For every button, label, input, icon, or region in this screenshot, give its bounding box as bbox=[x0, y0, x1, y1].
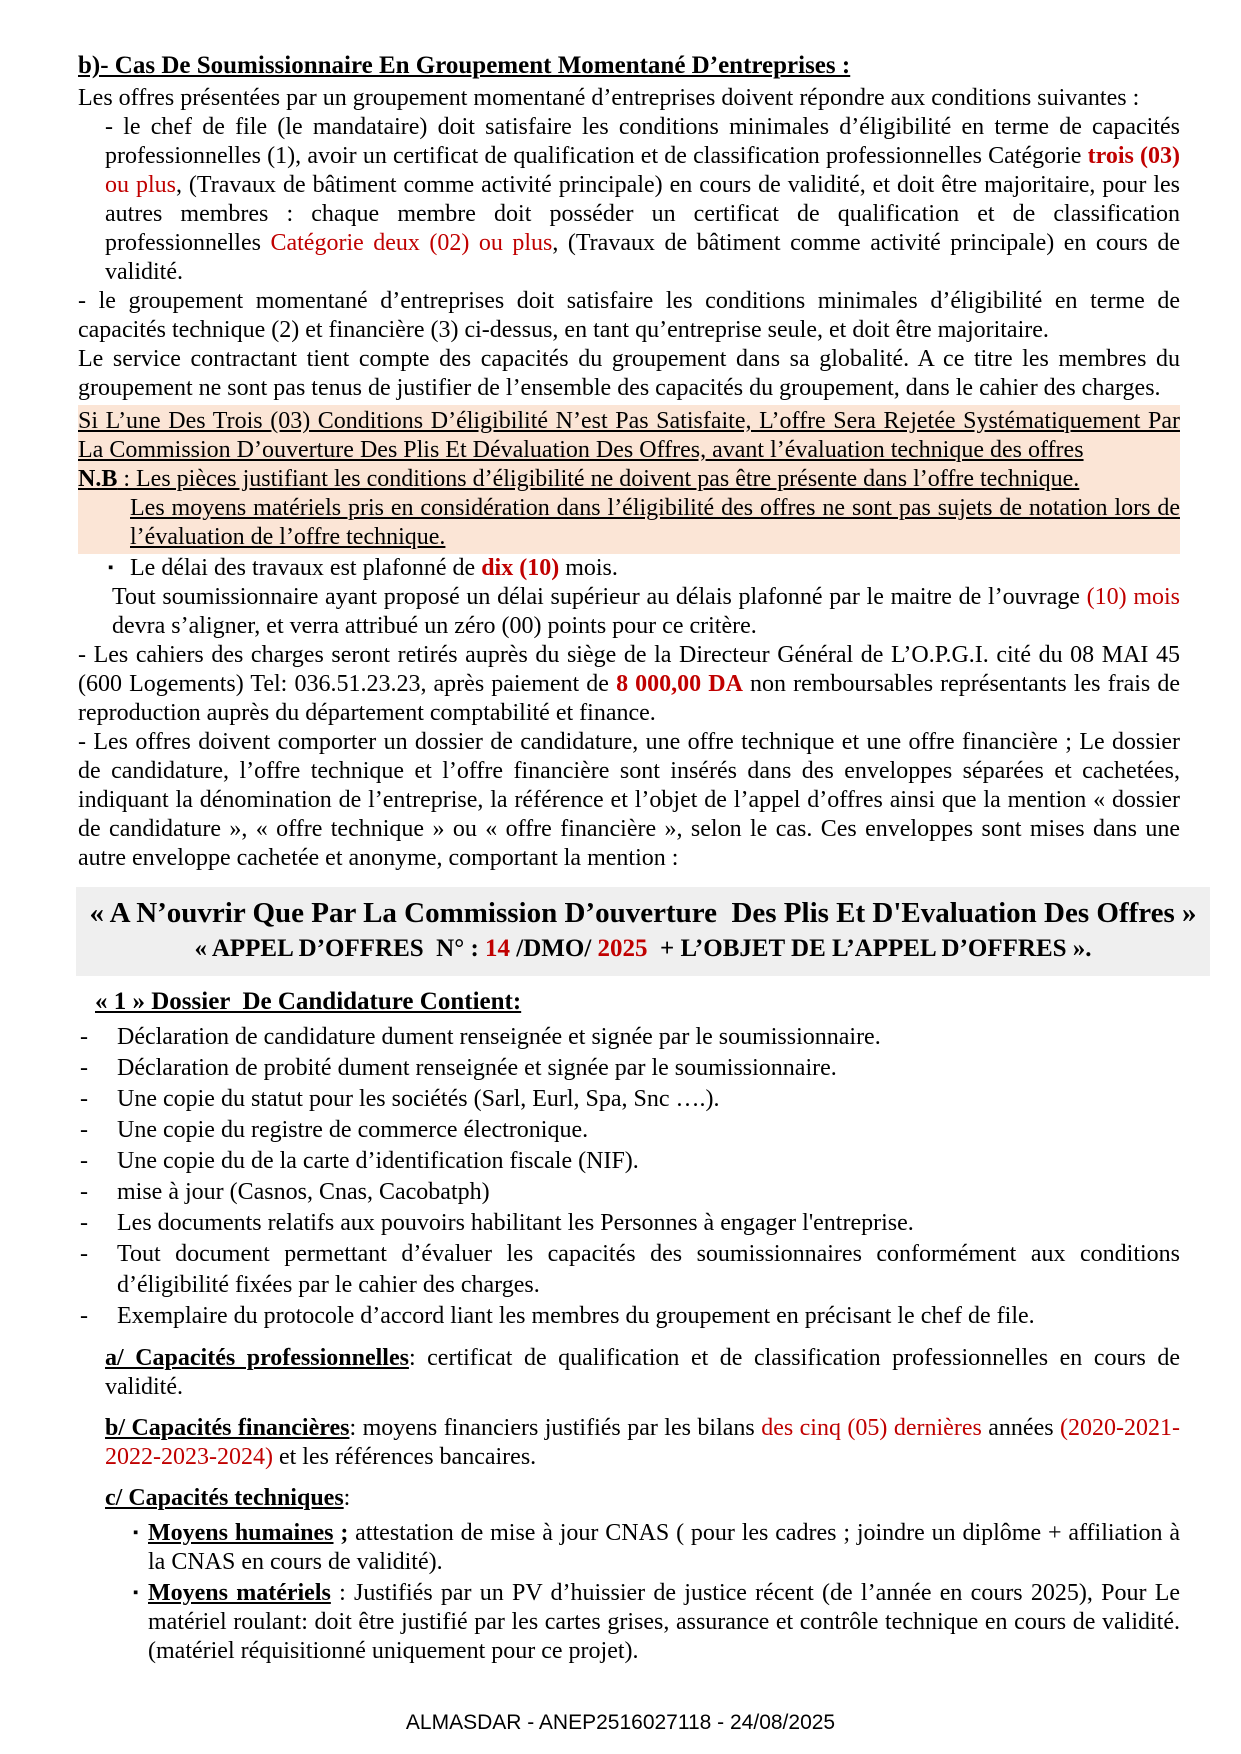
dossier-list bbox=[78, 1022, 1180, 1332]
text-run: : Justifiés par un PV d’huissier de justice récent (de l’année en cours 2025), Pour Le matériel roulant: doit être justifié par les cartes grises, assurance et contrôle technique en cours de validité. (matériel réquisitionné uniquement pour ce projet). bbox=[148, 1580, 1181, 1664]
text-run: Moyens matériels bbox=[148, 1580, 331, 1606]
para-delai-superieur bbox=[112, 583, 1180, 641]
text-run: Tout soumissionnaire ayant proposé un délai supérieur au délais plafonné par le maitre de l’ouvrage bbox=[112, 584, 1087, 610]
list-item-text: Une copie du de la carte d’identification fiscale (NIF). bbox=[117, 1148, 639, 1174]
list-item-protocole-accord bbox=[78, 1301, 1180, 1332]
page-footer: ALMASDAR - ANEP2516027118 - 24/08/2025 bbox=[405, 1711, 836, 1734]
dash-icon: - bbox=[80, 1179, 88, 1205]
text-run: « APPEL D’OFFRES N° : bbox=[194, 935, 486, 962]
para-chef-de-file bbox=[105, 113, 1180, 287]
bullet-delai-travaux bbox=[78, 554, 1180, 583]
banner-line-appel-offres bbox=[86, 932, 1200, 966]
dash-icon: - bbox=[80, 1303, 88, 1329]
dash-icon: - bbox=[80, 1148, 88, 1174]
text-run: Moyens humaines bbox=[148, 1520, 334, 1546]
text-run: : moyens financiers justifiés par les bilans bbox=[349, 1415, 762, 1441]
list-item-moyens-materiels bbox=[78, 1579, 1180, 1666]
text-run: b/ Capacités financières bbox=[105, 1415, 350, 1441]
list-item-mise-a-jour bbox=[78, 1177, 1180, 1208]
list-item-moyens-humaines bbox=[78, 1519, 1180, 1577]
text-run: - Les cahiers des charges seront retirés auprès du siège de la Directeur Général de L’O.P.G.I. cité du 08 MAI 45 (600 Logements) Tel: 036.51.23.23, après paiement de bbox=[78, 642, 1180, 697]
text-run: N.B bbox=[78, 466, 118, 492]
warning-nb-line bbox=[78, 465, 1180, 494]
list-item-declaration-probite bbox=[78, 1053, 1180, 1084]
para-groupement-eligibilite: - le groupement momentané d’entreprises doit satisfaire les conditions minimales d’éligibilité en terme de capacités technique (2) et financière (3) ci-dessus, en tant qu’entreprise seule, et doit être majoritaire. bbox=[78, 288, 1180, 343]
para-retrait-cahiers bbox=[78, 641, 1180, 728]
text-run: a/ Capacités professionnelles bbox=[105, 1345, 409, 1371]
list-item-declaration-candidature bbox=[78, 1022, 1180, 1053]
list-item-text: Tout document permettant d’évaluer les capacités des soumissionnaires conformément aux conditions d’éligibilité fixées par le cahier des charges. bbox=[117, 1241, 1180, 1298]
text-run: Catégorie deux (02) ou plus bbox=[270, 230, 553, 256]
dash-icon: - bbox=[80, 1055, 88, 1081]
text-run: trois (03) bbox=[1087, 143, 1181, 169]
para-service-contractant: Le service contractant tient compte des capacités du groupement dans sa globalité. A ce titre les membres du groupement ne sont pas tenus de justifier de l’ensemble des capacités du groupement, dans le cahier des charges. bbox=[78, 346, 1180, 401]
text-run: : certificat de qualification et de classification professionnelles en cours de validité. bbox=[105, 1345, 1180, 1400]
list-item-evaluation-capacites bbox=[78, 1239, 1180, 1301]
text-run: + L’OBJET DE L’APPEL D’OFFRES ». bbox=[647, 935, 1092, 962]
text-run: 14 bbox=[485, 935, 511, 962]
text-run: : Les pièces justifiant les conditions d’éligibilité ne doivent pas être présente dans l’offre technique. bbox=[117, 466, 1080, 492]
warning-moyens-line: Les moyens matériels pris en considération dans l’éligibilité des offres ne sont pas sujets de notation lors de l’évaluation de l’offre technique. bbox=[130, 495, 1180, 550]
text-run: années bbox=[981, 1415, 1061, 1441]
para-composition-offres: - Les offres doivent comporter un dossier de candidature, une offre technique et une offre financière ; Le dossier de candidature, l’offre technique et l’offre financière sont insérés dans des enveloppes séparées et cachetées, indiquant la dénomination de l’entreprise, la référence et l’objet de l’appel d’offres ainsi que la mention « dossier de candidature », « offre technique » ou « offre financière », selon le cas. Ces enveloppes sont mises dans une autre enveloppe cachetée et anonyme, comportant la mention : bbox=[78, 729, 1180, 871]
text-run: non remboursables représentants les frais de reproduction auprès du département comptabilité et finance. bbox=[78, 671, 1180, 726]
list-item-registre-commerce bbox=[78, 1115, 1180, 1146]
bullet-delai-text bbox=[130, 555, 618, 581]
dash-icon: - bbox=[80, 1086, 88, 1112]
text-run: devra s’aligner, et verra attribué un zéro (00) points pour ce critère. bbox=[112, 613, 757, 639]
text-run: ; bbox=[333, 1520, 356, 1546]
text-run: - le chef de file (le mandataire) doit satisfaire les conditions minimales d’éligibilité en terme de capacités professionnelles (1), avoir un certificat de qualification et de classification professionnelles Catégorie bbox=[105, 114, 1180, 169]
list-item-text: Une copie du statut pour les sociétés (Sarl, Eurl, Spa, Snc ….). bbox=[117, 1086, 720, 1112]
text-run: c/ Capacités techniques bbox=[105, 1485, 344, 1511]
text-run: 2025 bbox=[597, 935, 648, 962]
banner-line-commission: « A N’ouvrir Que Par La Commission D’ouverture Des Plis Et D'Evaluation Des Offres » bbox=[89, 897, 1197, 929]
list-item-text bbox=[148, 1520, 1180, 1575]
text-run: /DMO/ bbox=[510, 935, 598, 962]
heading-dossier-candidature: « 1 » Dossier De Candidature Contient: bbox=[95, 988, 522, 1015]
dash-icon: - bbox=[80, 1117, 88, 1143]
list-item-carte-fiscale bbox=[78, 1146, 1180, 1177]
list-item-text: mise à jour (Casnos, Cnas, Cacobatph) bbox=[117, 1179, 490, 1205]
list-item-text bbox=[148, 1580, 1180, 1664]
text-run: Le délai des travaux est plafonné de bbox=[130, 555, 482, 581]
para-capacites-techniques bbox=[105, 1484, 1180, 1513]
list-item-text: Exemplaire du protocole d’accord liant les membres du groupement en précisant le chef de file. bbox=[117, 1303, 1035, 1329]
text-run: : bbox=[343, 1485, 351, 1511]
text-run: dix (10) bbox=[481, 555, 560, 581]
list-item-text: Les documents relatifs aux pouvoirs habilitant les Personnes à engager l'entreprise. bbox=[117, 1210, 914, 1236]
para-conditions-intro: Les offres présentées par un groupement momentané d’entreprises doivent répondre aux conditions suivantes : bbox=[78, 85, 1140, 111]
text-run: (2020-2021-2022-2023-2024) bbox=[105, 1415, 1180, 1470]
square-bullet-icon: ▪ bbox=[133, 1585, 139, 1601]
list-item-text: Une copie du registre de commerce électronique. bbox=[117, 1117, 589, 1143]
text-run: des cinq (05) dernières bbox=[761, 1415, 982, 1441]
moyens-list bbox=[78, 1519, 1180, 1666]
text-run: , (Travaux de bâtiment comme activité principale) en cours de validité. bbox=[105, 230, 1181, 285]
dash-icon: - bbox=[80, 1241, 88, 1267]
text-run: mois. bbox=[559, 555, 618, 581]
list-item-statut-societes bbox=[78, 1084, 1180, 1115]
para-capacites-financieres bbox=[105, 1414, 1180, 1472]
text-run: , (Travaux de bâtiment comme activité principale) en cours de validité, et doit être majoritaire, pour les autres membres : chaque membre doit posséder un certificat de qualification et de classification professionnelles bbox=[105, 172, 1180, 256]
warning-rejet-line: Si L’une Des Trois (03) Conditions D’éligibilité N’est Pas Satisfaite, L’offre Sera Rejetée Systématiquement Par La Commission D’ouverture Des Plis Et Dévaluation Des Offres, avant l’évaluation technique des offres bbox=[78, 408, 1180, 463]
list-item-text: Déclaration de candidature dument renseignée et signée par le soumissionnaire. bbox=[117, 1024, 881, 1050]
heading-groupement-entreprises: b)- Cas De Soumissionnaire En Groupement Momentané D’entreprises : bbox=[78, 52, 851, 79]
list-item-pouvoirs bbox=[78, 1208, 1180, 1239]
list-item-text: Déclaration de probité dument renseignée et signée par le soumissionnaire. bbox=[117, 1055, 837, 1081]
dash-icon: - bbox=[80, 1024, 88, 1050]
para-capacites-professionnelles bbox=[105, 1344, 1180, 1402]
eligibility-warning-box bbox=[78, 405, 1180, 554]
square-bullet-icon: ▪ bbox=[133, 1525, 139, 1541]
text-run: ou plus bbox=[105, 172, 176, 198]
text-run: et les références bancaires. bbox=[272, 1444, 537, 1470]
envelope-mention-banner bbox=[76, 887, 1210, 976]
text-run: attestation de mise à jour CNAS ( pour les cadres ; joindre un diplôme + affiliation à la CNAS en cours de validité). bbox=[148, 1520, 1180, 1575]
text-run: (10) mois bbox=[1086, 584, 1180, 610]
dash-icon: - bbox=[80, 1210, 88, 1236]
text-run: 8 000,00 DA bbox=[616, 671, 743, 697]
square-bullet-icon: ▪ bbox=[108, 560, 114, 576]
